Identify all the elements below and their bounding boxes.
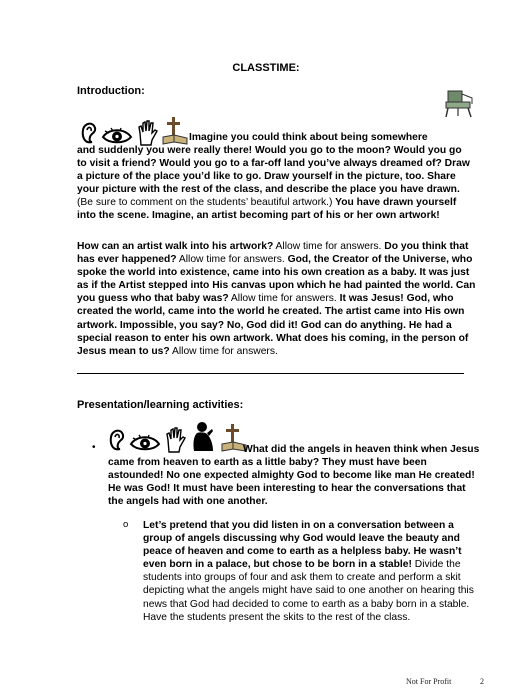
text-line: and suddenly you were really there! Would you go to the moon? Would you go xyxy=(77,145,462,156)
text-line: special reason to enter his own artwork. What does his coming, in the person of xyxy=(77,332,469,344)
text-line: to visit a friend? Would you go to a far-off land you’ve always dreamed of? Draw xyxy=(77,158,470,170)
text-line xyxy=(77,345,497,358)
text-line: Let’s pretend that you did listen in on a conversation between a xyxy=(143,520,454,531)
intro-line-1: Imagine you could think about being somewhere xyxy=(189,132,428,143)
text-line: your picture with the rest of the class, and describe the place you have drawn. xyxy=(77,184,460,196)
praying-child-icon xyxy=(189,421,217,453)
text-line: the angels had with one another. xyxy=(108,496,268,508)
text-line: created the world, came into the world he created. The artist came into His own xyxy=(77,306,465,318)
ear-icon xyxy=(78,120,98,146)
cross-book-icon xyxy=(161,116,189,146)
text-line: news that God had decided to come to earth as a baby born in a stable. xyxy=(143,598,470,610)
text-line: Have the students present the skits to the rest of the class. xyxy=(143,611,411,623)
sub-activity-paragraph xyxy=(143,519,513,624)
text-line: astounded! No one expected almighty God to become like man He created! xyxy=(108,470,475,482)
text-line xyxy=(77,253,497,266)
intro-icon-row xyxy=(78,118,189,146)
eye-icon xyxy=(101,126,133,146)
text-line xyxy=(77,196,497,209)
bullet: • xyxy=(92,442,96,453)
presentation-heading: Presentation/learning activities: xyxy=(77,399,244,411)
text-line: students into groups of four and ask them to create and perform a skit xyxy=(143,572,461,584)
answer-prompt: Allow time for answers. xyxy=(273,241,382,252)
page-number: 2 xyxy=(480,677,484,686)
text-line: spoke the world into existence, came into his own creation as a baby. It was just xyxy=(77,267,470,279)
activity-paragraph xyxy=(108,456,508,508)
teacher-chair-icon xyxy=(442,89,476,124)
eye-icon xyxy=(129,433,161,453)
text-line: group of angels discussing why God would leave the beauty and xyxy=(143,533,460,545)
question: How can an artist walk into his artwork? xyxy=(77,241,274,252)
teacher-note: (Be sure to comment on the students’ beautiful artwork.) xyxy=(77,197,333,209)
hand-icon xyxy=(164,427,186,453)
text-line xyxy=(77,292,497,305)
text-run: You have drawn yourself xyxy=(332,197,457,209)
answer-prompt: Allow time for answers. xyxy=(169,345,278,357)
text-line: as if the Artist stepped into His canvas upon which he had painted the world. Can xyxy=(77,280,476,292)
question: has ever happened? xyxy=(77,254,177,266)
question: you guess who that baby was? xyxy=(77,293,229,305)
text-line: a picture of the place you’d like to go. Draw yourself in the picture, too. Share xyxy=(77,171,456,183)
intro-paragraph-2 xyxy=(77,240,497,358)
presentation-icon-row xyxy=(106,419,248,453)
text-run: even born in a palace, but chose to be born in a stable! xyxy=(143,559,412,571)
answer-prompt: Allow time for answers. xyxy=(176,254,285,266)
ear-icon xyxy=(106,427,126,453)
page-title: CLASSTIME: xyxy=(232,62,300,74)
footer-note: Not For Profit xyxy=(406,677,452,686)
text-line: depicting what the angels might have said to one another on hearing this xyxy=(143,585,474,597)
intro-paragraph-1 xyxy=(77,144,497,223)
text-line: He was God! It must have been interesting to hear the conversations that xyxy=(108,483,466,495)
question: Jesus mean to us? xyxy=(77,345,170,357)
section-divider xyxy=(77,373,464,374)
question: Do you think that xyxy=(381,241,469,252)
text-line: into the scene. Imagine, an artist becoming part of his or her own artwork! xyxy=(77,210,440,222)
text-run: Divide the xyxy=(411,559,461,571)
introduction-heading: Introduction: xyxy=(77,85,145,97)
text-line: artwork. Impossible, you say? No, God did it! God can do anything. He had a xyxy=(77,319,452,331)
hand-icon xyxy=(136,120,158,146)
text-line xyxy=(143,558,513,571)
text-line xyxy=(77,240,497,253)
sub-bullet: o xyxy=(123,519,129,530)
activity-line-1: What did the angels in heaven think when Jesus xyxy=(243,444,480,455)
text-line: peace of heaven and come to earth as a helpless baby. He wasn’t xyxy=(143,546,462,558)
text-run: It was Jesus! God, who xyxy=(336,293,454,305)
answer-prompt: Allow time for answers. xyxy=(228,293,337,305)
text-line: came from heaven to earth as a little baby? They must have been xyxy=(108,457,427,468)
text-run: God, the Creator of the Universe, who xyxy=(284,254,473,266)
